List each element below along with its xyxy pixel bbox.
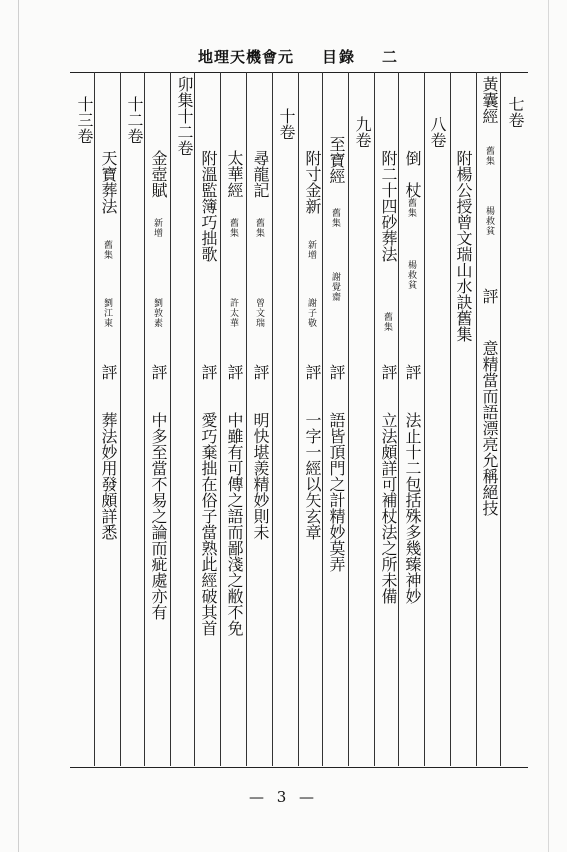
contents-column [451,76,476,764]
comment-mark: 評 [403,364,422,380]
collection-tag: 舊集 [254,218,264,238]
volume-heading: 十卷 [277,108,296,140]
work-title: 附二十四砂葬法 [379,150,398,262]
contents-column [477,76,502,764]
comment-mark: 評 [225,364,244,380]
page-number: — 3 — [248,788,319,806]
author-name: 曾文瑞 [254,298,264,328]
author-name: 許太華 [228,298,238,328]
author-name: 楊救貧 [406,260,416,290]
contents-column [273,76,298,764]
contents-column [247,76,272,764]
contents-column [121,76,146,764]
comment-mark: 評 [149,364,168,380]
contents-column [349,76,374,764]
comment-mark: 評 [99,364,118,380]
work-title: 附楊公授曾文瑞山水訣舊集 [454,150,473,342]
contents-column [221,76,246,764]
contents-column [425,76,450,764]
work-title: 天寶葬法 [99,150,118,214]
contents-column [145,76,170,764]
author-name: 劉江東 [102,298,112,328]
commentary: 愛巧棄拙在俗子當熟此經破其首 [199,412,218,636]
commentary: 中雖有可傳之語而鄙淺之敝不免 [225,412,244,636]
contents-column [323,76,348,764]
author-name: 楊救貧 [484,206,494,236]
work-title: 倒 杖 [403,150,422,198]
collection-tag: 新增 [152,218,162,238]
collection-tag: 舊集 [406,198,416,218]
work-title: 黃囊經 [480,76,499,124]
author-name: 謝子敬 [306,298,316,328]
work-title: 尋龍記 [251,150,270,198]
work-title: 至寶經 [327,136,346,184]
volume-heading: 十三卷 [75,96,94,144]
contents-column [502,76,527,764]
volume-heading: 卯集十二卷 [175,76,194,156]
contents-column [375,76,400,764]
work-title: 附溫監簿巧拙歌 [199,150,218,262]
header-page-label: 二 [382,48,398,66]
section-label: 目錄 [322,48,357,66]
volume-heading: 八卷 [428,116,447,148]
page-left-edge [18,0,19,852]
collection-tag: 舊集 [330,208,340,228]
work-title: 金壺賦 [149,150,168,198]
comment-mark: 評 [327,364,346,380]
commentary: 葬法妙用發頗詳悉 [99,412,118,540]
page-right-edge [548,0,549,852]
comment-mark: 評 [303,364,322,380]
contents-column [399,76,424,764]
contents-column [71,76,96,764]
commentary: 中多至當不易之論而疵處亦有 [149,412,168,620]
comment-mark: 評 [251,364,270,380]
commentary: 一字一經以矢玄章 [303,412,322,540]
commentary: 立法頗詳可補杖法之所未備 [379,412,398,604]
work-title: 太華經 [225,150,244,198]
comment-mark: 評 [379,364,398,380]
comment-mark: 評 [199,364,218,380]
contents-column [171,76,196,764]
collection-tag: 舊集 [484,146,494,166]
contents-column [95,76,120,764]
book-title: 地理天機會元 [198,48,295,66]
running-header [0,46,567,66]
contents-column [299,76,324,764]
collection-tag: 新增 [306,240,316,260]
volume-heading: 九卷 [353,116,372,148]
commentary: 語皆頂門之計精妙莫弄 [327,412,346,572]
volume-heading: 十二卷 [125,96,144,144]
commentary: 意精當而語漂亮允稱絕技 [480,340,499,516]
collection-tag: 舊集 [228,218,238,238]
work-title: 附寸金新 [303,150,322,214]
contents-column [195,76,220,764]
commentary: 明快堪羨精妙則未 [251,412,270,540]
comment-mark: 評 [480,288,499,304]
collection-tag: 舊集 [102,240,112,260]
author-name: 謝覺齋 [330,272,340,302]
commentary: 法止十二包括殊多幾臻神妙 [403,412,422,604]
author-name: 劉敦素 [152,298,162,328]
volume-heading: 七卷 [506,96,525,128]
collection-tag: 舊集 [382,312,392,332]
